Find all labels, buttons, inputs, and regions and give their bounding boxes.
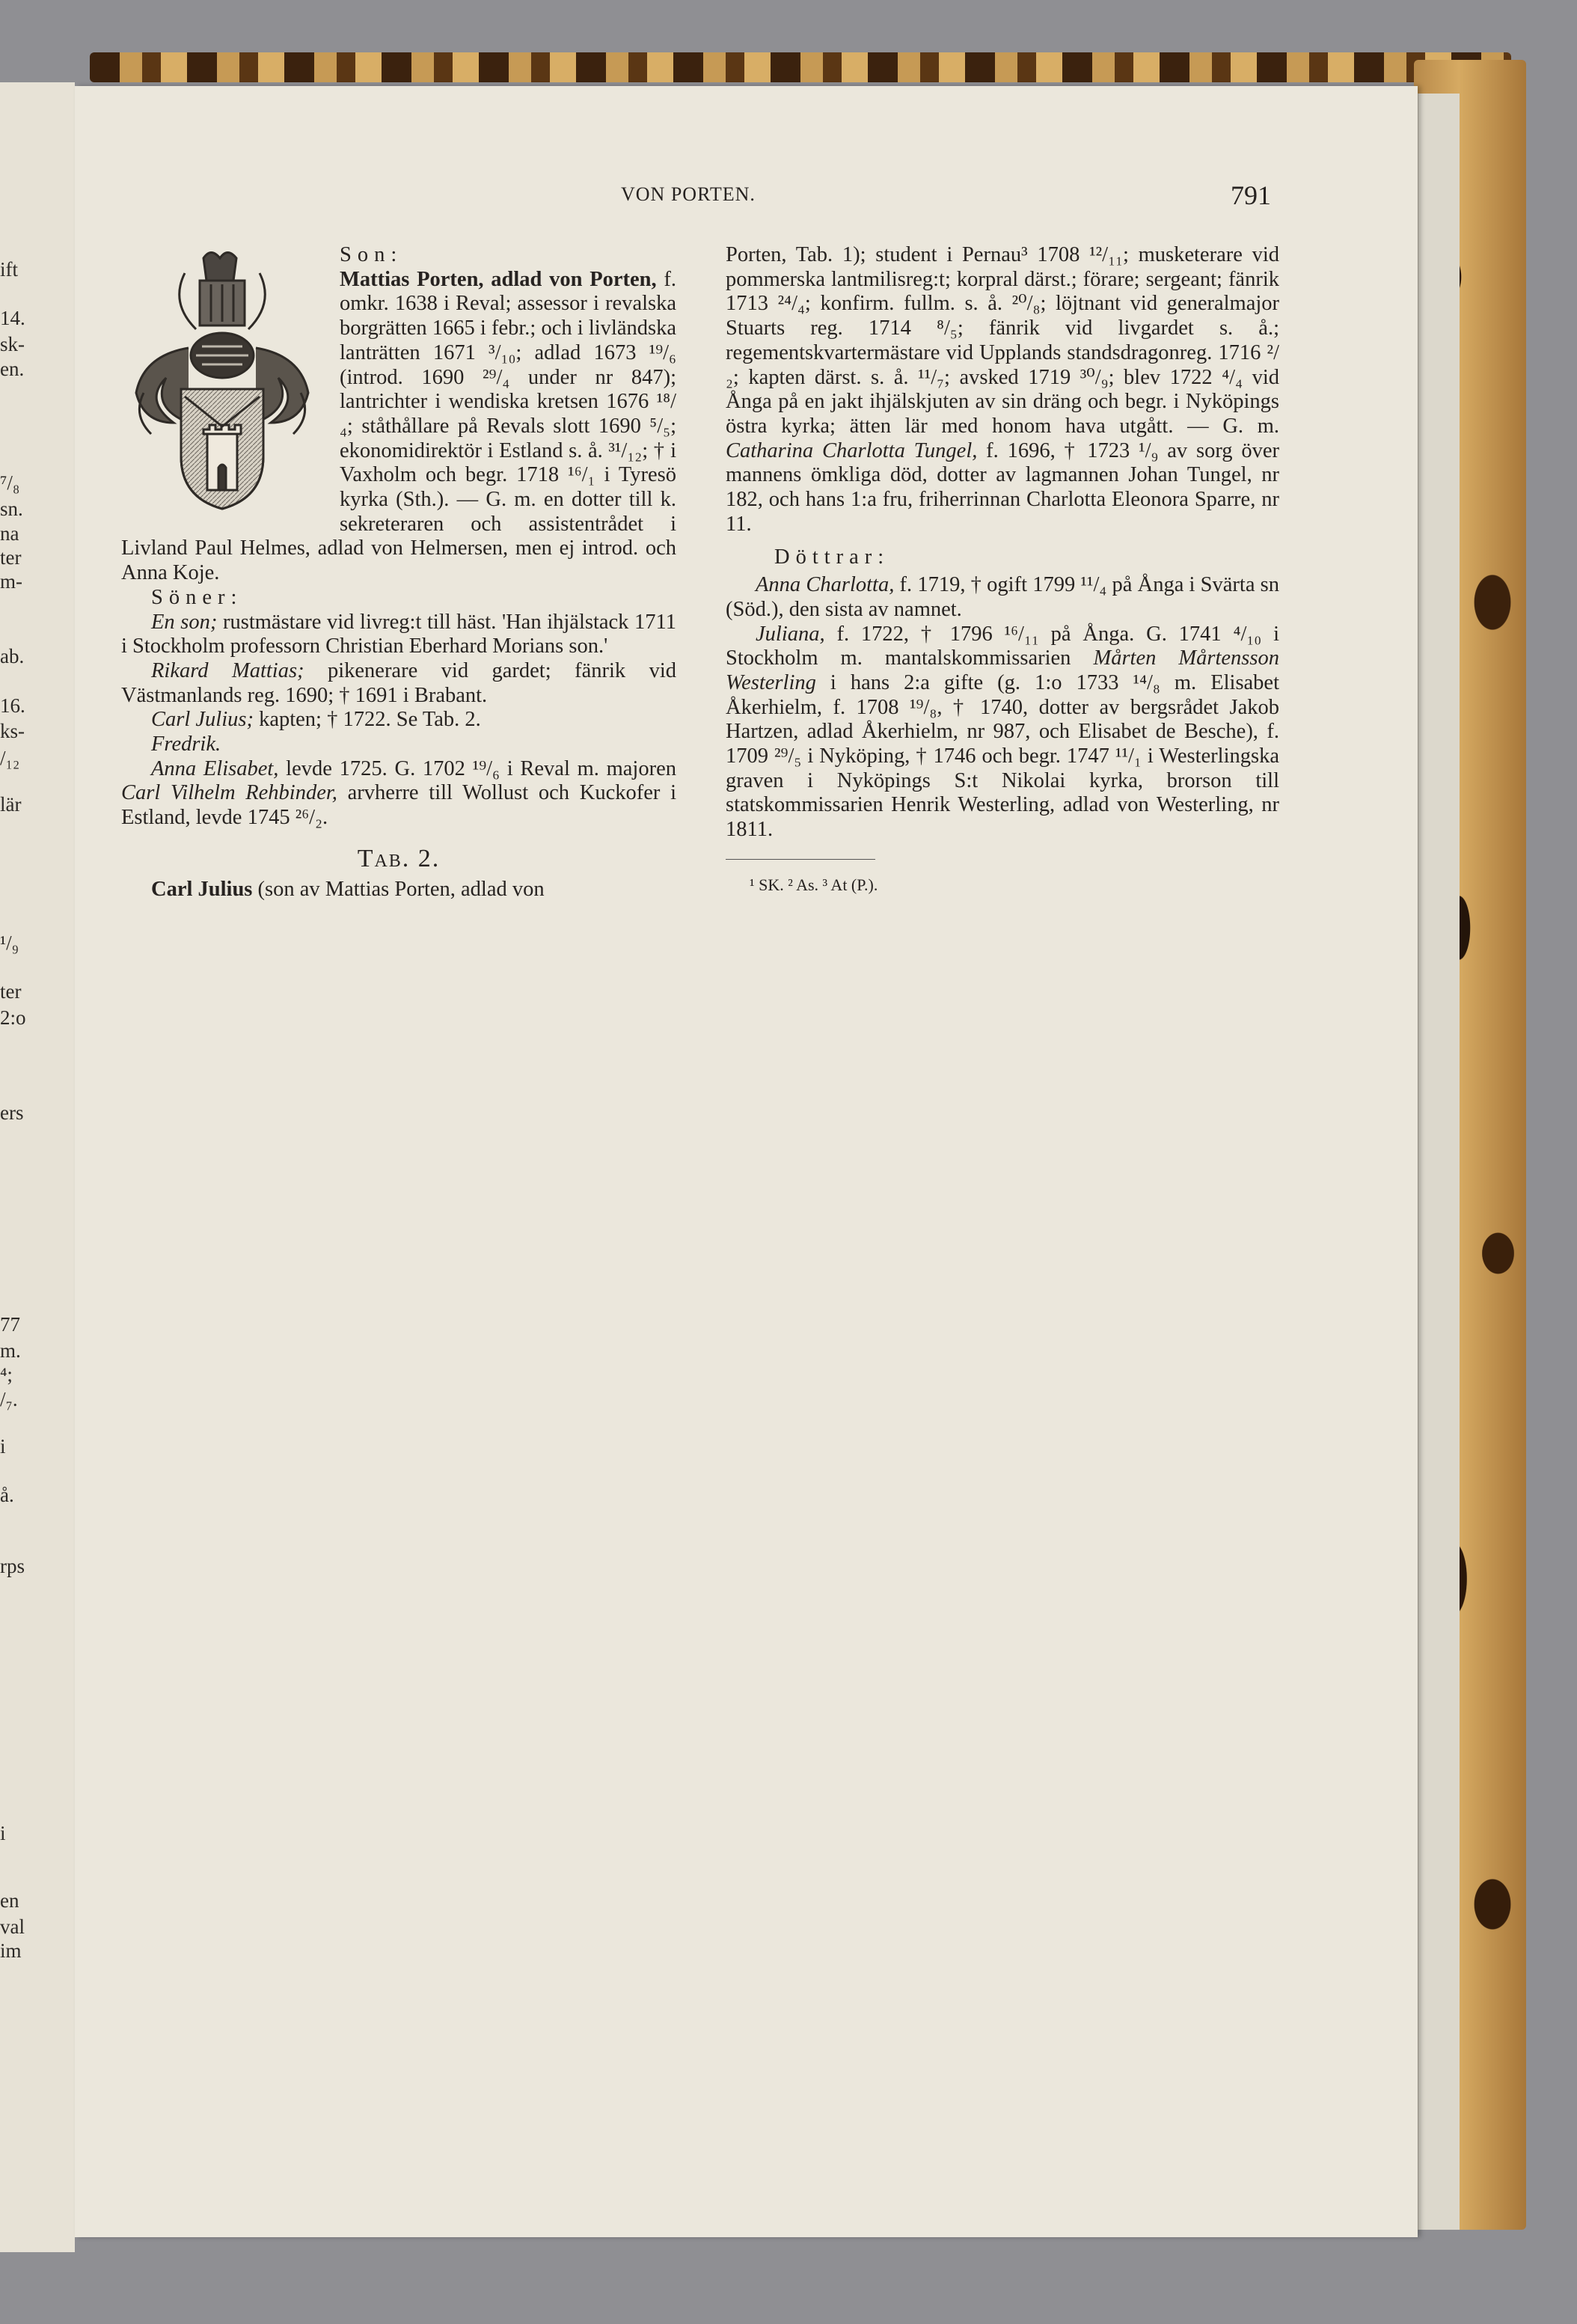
son-heading: Son: (340, 243, 403, 266)
anna-spouse: Carl Vilhelm Rehbinder, (121, 781, 337, 805)
left-fragment: ers (0, 1101, 24, 1124)
book-board-top (90, 52, 1511, 82)
left-fragment: 14. (0, 307, 25, 329)
anna-charlotta-name: Anna Charlotta, (756, 573, 895, 597)
left-fragment: m. (0, 1339, 21, 1362)
anna-name: Anna Elisabet, (151, 756, 279, 780)
entry-carl-julius-continued (726, 243, 1279, 536)
left-fragment: sn. (0, 498, 23, 520)
coat-of-arms-icon (114, 243, 331, 513)
continuation-1: Porten, Tab. 1); student i Pernau³ 1708 ¹²/₁₁; musketerare vid pommerska lantmilisreg:t; korpral därst.; förare; sergeant; fänrik 1713 ²⁴/₄; konfirm. fullm. s. å. ²⁰/₈; löjtnant vid generalmajor Stuarts reg. 1714 ⁸/₅; fänrik vid livgardet s. å.; regementskvartermästare vid Upplands standsdragonreg. 1716 ²/₂; kapten därst. s. å. ¹¹/₇; avsked 1719 ³⁰/₉; blev 1722 ⁴/₄ vid Ånga på en jakt ihjälskjuten av sin dräng och begr. i Nyköpings östra kyrka; ätten lär med honom hava utgått. — G. m. (726, 243, 1279, 438)
anna-text-2: arvherre till Wollust och Kuckofer i Estland, levde 1745 ²⁶/₂. (121, 781, 676, 830)
left-fragment: ⁷/₈ (0, 471, 20, 494)
left-fragment: ter (0, 980, 22, 1003)
footnotes: ¹ SK. ² As. ³ At (P.). (750, 875, 878, 894)
soner-heading: Söner: (151, 585, 243, 609)
left-fragment: sk- (0, 333, 25, 355)
running-title: VON PORTEN. (621, 183, 756, 205)
rikard-text: pikenerare vid gardet; fänrik vid Västmanlands reg. 1690; † 1691 i Brabant. (121, 658, 676, 707)
spouse-name: Catharina Charlotta Tungel, (726, 438, 978, 462)
left-fragment: ks- (0, 720, 25, 742)
left-fragment: å. (0, 1484, 14, 1506)
left-fragment: ¹/₉ (0, 932, 19, 954)
anna-text-1: levde 1725. G. 1702 ¹⁹/₆ i Reval m. majoren (278, 756, 676, 780)
rikard-name: Rikard Mattias; (151, 658, 304, 682)
entry-anna-charlotta (726, 573, 1279, 622)
page-number: 791 (1231, 180, 1271, 210)
entry-carl-julius (121, 878, 676, 902)
carl-julius-name: Carl Julius (151, 877, 253, 901)
en-son-name: En son; (151, 610, 218, 634)
en-son-text: rustmästare vid livreg:t till häst. 'Han ihjälstack 1711 i Stockholm professorn Christian Eberhard Morians son.' (121, 610, 676, 658)
entry-juliana (726, 623, 1279, 843)
entry-carl (121, 708, 676, 733)
left-fragment: na (0, 522, 19, 545)
left-fragment: val (0, 1915, 25, 1938)
entry-fredrik (121, 733, 676, 757)
right-column (726, 243, 1279, 898)
entry-anna-elisabet (121, 757, 676, 831)
left-fragment: i (0, 1435, 6, 1458)
dottrar-heading: Döttrar: (774, 545, 890, 569)
mattias-name: Mattias Porten, adlad von Porten, (340, 267, 657, 291)
left-fragment: ter (0, 546, 22, 569)
left-fragment: 2:o (0, 1006, 26, 1029)
left-column (121, 243, 676, 902)
left-page-fragment (0, 82, 75, 2252)
entry-en-son (121, 611, 676, 659)
left-fragment: rps (0, 1555, 25, 1577)
carl-name: Carl Julius; (151, 708, 254, 732)
continuation-2: f. 1696, † 1723 ¹/₉ av sorg över mannens ömkliga död, dotter av lagmannen Johan Tungel, nr 182, och hans 1:a fru, friherrinnan Charlotta Eleonora Sparre, nr 11. (726, 438, 1279, 536)
carl-text: kapten; † 1722. Se Tab. 2. (253, 708, 481, 732)
fredrik-name: Fredrik. (151, 733, 221, 756)
carl-julius-text: (son av Mattias Porten, adlad von (252, 877, 545, 901)
left-fragment: 16. (0, 694, 25, 717)
juliana-name: Juliana, (756, 622, 825, 646)
left-fragment: im (0, 1939, 22, 1962)
left-fragment: m- (0, 570, 22, 593)
left-fragment: en (0, 1889, 19, 1912)
left-fragment: i (0, 1822, 6, 1844)
left-fragment: ⁴; (0, 1363, 13, 1386)
juliana-text-2: i hans 2:a gifte (g. 1:o 1733 ¹⁴/₈ m. Elisabet Åkerhielm, f. 1708 ¹⁹/₈, † 1740, dotter av bergsrådet Jakob Hartzen, adlad Åkerhielm, nr 987, och Elisabet de Besche), f. 1709 ²⁹/₅ i Nyköping, † 1746 och begr. 1747 ¹¹/₁ i Westerlingska graven i Nyköpings S:t Nikolai kyrka, brorson till statskommissarien Henrik Westerling, adlad von Westerling, nr 1811. (726, 670, 1279, 842)
footnote-rule (726, 859, 875, 860)
page-edge-strip (1418, 94, 1460, 2230)
left-fragment: lär (0, 793, 22, 816)
left-fragment: en. (0, 358, 25, 380)
left-fragment: ab. (0, 645, 25, 667)
left-fragment: /₁₂ (0, 747, 20, 769)
left-fragment: 77 (0, 1313, 20, 1336)
juliana-text-1: f. 1722, † 1796 ¹⁶/₁₁ på Ånga. G. 1741 ⁴/₁₀ i Stockholm m. mantalskommissarien (726, 622, 1279, 670)
anna-charlotta-text: f. 1719, † ogift 1799 ¹¹/₄ på Ånga i Svärta sn (Söd.), den sista av namnet. (726, 573, 1280, 621)
entry-rikard (121, 659, 676, 708)
tab-heading: Tab. 2. (357, 844, 441, 872)
juliana-spouse: Mårten Mårtensson Westerling (726, 646, 1279, 694)
left-fragment: /₇. (0, 1388, 18, 1410)
left-fragment: ift (0, 258, 18, 281)
mattias-text: f. omkr. 1638 i Reval; assessor i revalska borgrätten 1665 i febr.; och i livländska lanträtten 1671 ³/₁₀; adlad 1673 ¹⁹/₆ (introd. 1690 ²⁹/₄ under nr 847); lantrichter i wendiska kretsen 1676 ¹⁸/₄; ståthållare på Revals slott 1690 ⁵/₅; ekonomidirektör i Estland s. å. ³¹/₁₂; † i Vaxholm och begr. 1718 ¹⁶/₁ i Tyresö kyrka (Sth.). — G. m. en dotter till k. sekreteraren och assistentrådet i Livland Paul Helmes, adlad von Helmersen, men ej introd. och Anna Koje. (121, 267, 676, 585)
